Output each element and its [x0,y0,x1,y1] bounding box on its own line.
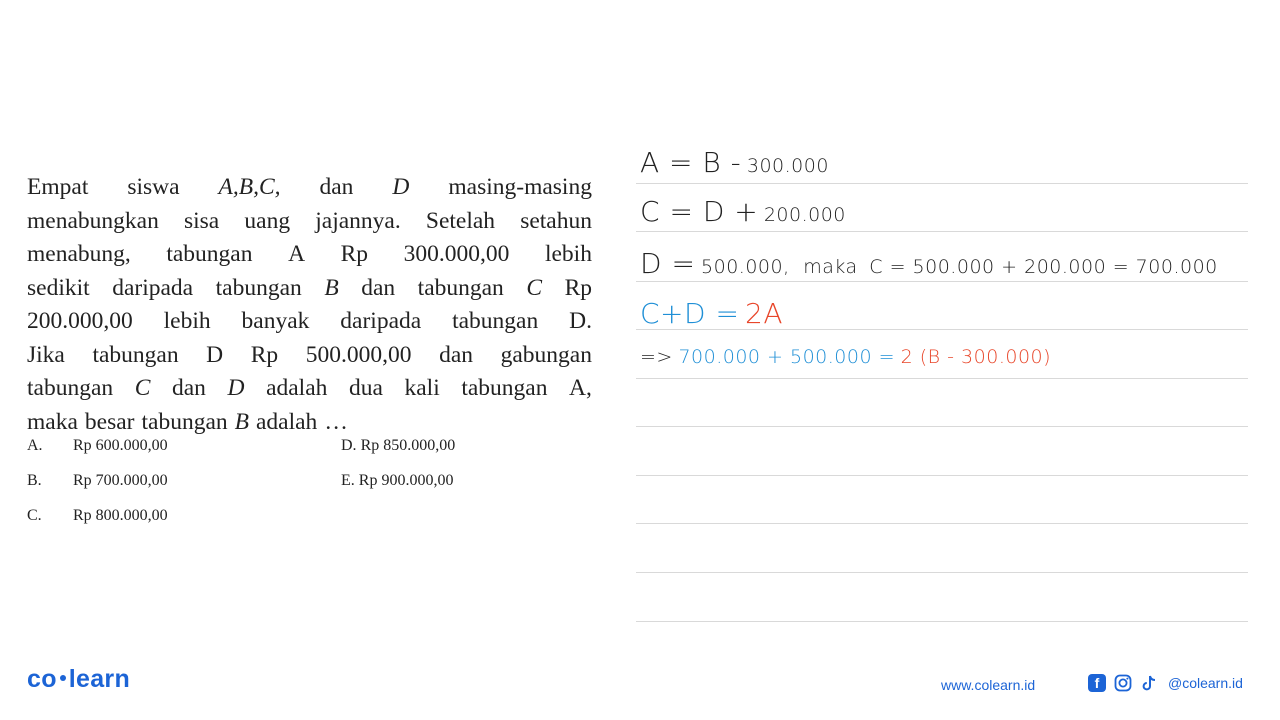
notebook-rule [636,231,1248,232]
option-b[interactable] [27,472,168,490]
option-e[interactable] [341,472,453,490]
notebook-rule [636,621,1248,622]
solution-line-1: A = B - 300.000 [640,146,829,179]
option-c[interactable] [27,507,168,525]
facebook-icon[interactable]: f [1088,674,1106,692]
option-e-letter: E. [341,472,355,489]
solution-line-2: C = D + 200.000 [640,195,846,228]
notebook-rule [636,523,1248,524]
option-a-letter: A. [27,437,43,454]
question-line-3: menabung, tabungan A Rp 300.000,00 lebih [27,241,592,267]
question-line-8: maka besar tabungan B adalah … [27,408,348,435]
option-b-letter: B. [27,472,42,489]
solution-line-3: D = 500.000, maka C = 500.000 + 200.000 = 700.000 [640,247,1218,280]
website-link[interactable]: www.colearn.id [941,677,1036,693]
notebook-rule [636,378,1248,379]
colearn-logo: co learn [27,665,131,693]
solution-line-5: => 700.000 + 500.000 = 2 (B - 300.000) [640,346,1052,368]
social-links [1088,674,1243,692]
notebook-rule [636,281,1248,282]
question-line-1: Empat siswa A,B,C, dan D masing-masing [27,174,592,200]
option-e-text: Rp 900.000,00 [358,472,454,489]
logo-dot [60,675,66,681]
question-line-4: sedikit daripada tabungan B dan tabungan C Rp [27,274,592,301]
question-line-6: Jika tabungan D Rp 500.000,00 dan gabungan [27,341,592,368]
question-line-5: 200.000,00 lebih banyak daripada tabungan D. [27,308,592,334]
social-handle[interactable]: @colearn.id [1168,675,1243,691]
option-a[interactable] [27,437,168,455]
option-d[interactable] [341,437,455,455]
solution-line-4: C+D = 2A [640,297,783,330]
question-line-2: menabungkan sisa uang jajannya. Setelah setahun [27,207,592,234]
question-text [27,171,592,439]
notebook-rule [636,426,1248,427]
instagram-icon[interactable] [1114,674,1132,692]
notebook-rule [636,572,1248,573]
tiktok-icon[interactable] [1140,674,1158,692]
question-line-7: tabungan C dan D adalah dua kali tabungan A, [27,375,592,401]
option-c-text: Rp 800.000,00 [73,507,168,524]
option-c-letter: C. [27,507,42,524]
option-a-text: Rp 600.000,00 [73,437,168,454]
option-b-text: Rp 700.000,00 [73,472,168,489]
notebook-rule [636,475,1248,476]
option-d-text: Rp 850.000,00 [360,437,456,454]
option-d-letter: D. [341,437,357,454]
notebook-rule [636,183,1248,184]
